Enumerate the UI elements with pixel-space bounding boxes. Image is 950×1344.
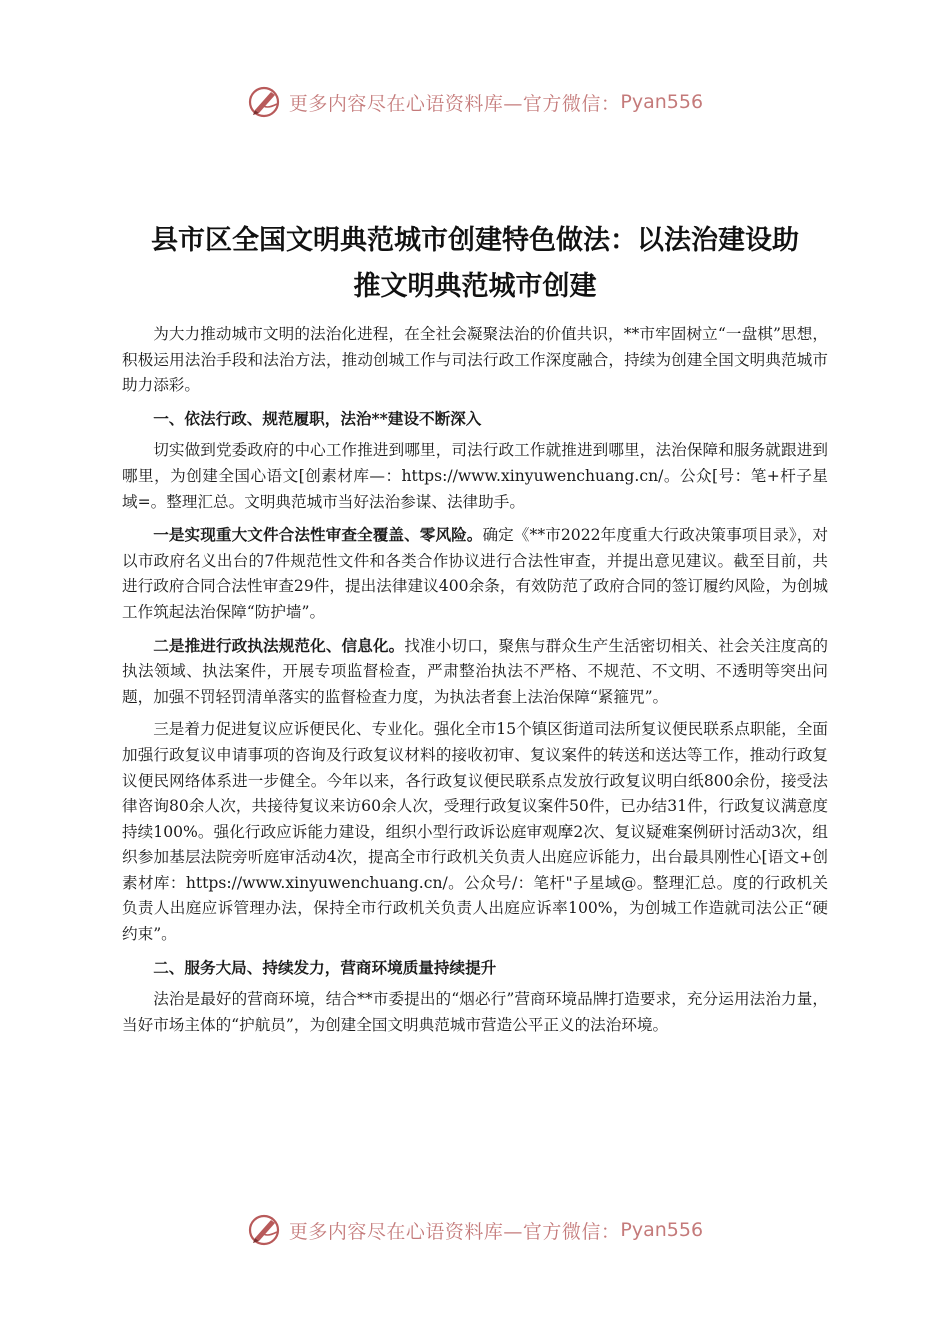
pen-logo-icon — [247, 84, 283, 120]
watermark-header — [0, 82, 950, 122]
title-line-2: 推文明典范城市创建 — [353, 271, 597, 302]
paragraph-4: 三是着力促进复议应诉便民化、专业化。强化全市15个镇区街道司法所复议便民联系点职能，全面加强行政复议申请事项的咨询及行政复议材料的接收初审、复议案件的转送和送达等工作，推动行政复议便民网络体系进一步健全。今年以来，各行政复议便民联系点发放行政复议明白纸800余份，接受法律咨询80余人次，共接待复议来访60余人次，受理行政复议案件50件，已办结31件，行政复议满意度持续100%。强化行政应诉能力建设，组织小型行政诉讼庭审观摩2次、复议疑难案例研讨活动3次，组织参加基层法院旁听庭审活动4次，提高全市行政机关负责人出庭应诉能力，出台最具刚性心[语文+创素材库：https://www.xinyuwenchuang.cn/。公众号/：笔杆"子星域@。整理汇总。度的行政机关负责人出庭应诉管理办法，保持全市行政机关负责人出庭应诉率100%，为创城工作造就司法公正“硬约束”。 — [122, 720, 828, 944]
document-body — [122, 322, 828, 1045]
paragraph-5: 法治是最好的营商环境，结合**市委提出的“烟必行”营商环境品牌打造要求，充分运用法治力量，当好市场主体的“护航员”，为创建全国文明典范城市营造公平正义的法治环境。 — [122, 990, 828, 1034]
paragraph-2-lead: 一是实现重大文件合法性审查全覆盖、零风险。 — [153, 525, 483, 545]
paragraph-2 — [122, 522, 828, 625]
paragraph-3-text: 找准小切口，聚焦与群众生产生活密切相关、社会关注度高的执法领域、执法案件，开展专项监督检查，严肃整治执法不严格、不规范、不文明、不透明等突出问题，加强不罚轻罚清单落实的监督检查力度，为执法者套上法治保障“紧箍咒”。 — [122, 636, 828, 706]
watermark-footer — [0, 1210, 950, 1250]
watermark-wechat-id: Pyan556 — [620, 1219, 704, 1241]
watermark-text: 更多内容尽在心语资料库—官方微信： — [288, 1220, 621, 1243]
document-title — [100, 218, 850, 310]
watermark-text: 更多内容尽在心语资料库—官方微信： — [288, 92, 621, 115]
paragraph-3-lead: 二是推进行政执法规范化、信息化。 — [153, 635, 405, 655]
paragraph-2-text: 确定《**市2022年度重大行政决策事项目录》，对以市政府名义出台的7件规范性文件和各类合作协议进行合法性审查，并提出意见建议。截至目前，共进行政府合同合法性审查29件，提出法律建议400余条，有效防范了政府合同的签订履约风险，为创城工作筑起法治保障“防护墙”。 — [122, 526, 828, 621]
pen-logo-icon — [247, 1212, 283, 1248]
section-heading-1: 一、依法行政、规范履职，法治**建设不断深入 — [153, 408, 482, 428]
watermark-wechat-id: Pyan556 — [620, 91, 704, 113]
intro-paragraph: 为大力推动城市文明的法治化进程，在全社会凝聚法治的价值共识，**市牢固树立“一盘棋”思想，积极运用法治手段和法治方法，推动创城工作与司法行政工作深度融合，持续为创建全国文明典范城市助力添彩。 — [122, 325, 828, 395]
section-heading-2: 二、服务大局、持续发力，营商环境质量持续提升 — [153, 957, 497, 977]
title-line-1: 县市区全国文明典范城市创建特色做法：以法治建设助 — [151, 225, 799, 256]
paragraph-3 — [122, 633, 828, 711]
paragraph-1: 切实做到党委政府的中心工作推进到哪里，司法行政工作就推进到哪里，法治保障和服务就跟进到哪里，为创建全国心语文[创素材库—：https://www.xinyuwenchuang.cn/。公众[号：笔+杆子星域=。整理汇总。文明典范城市当好法治参谋、法律助手。 — [122, 441, 828, 511]
